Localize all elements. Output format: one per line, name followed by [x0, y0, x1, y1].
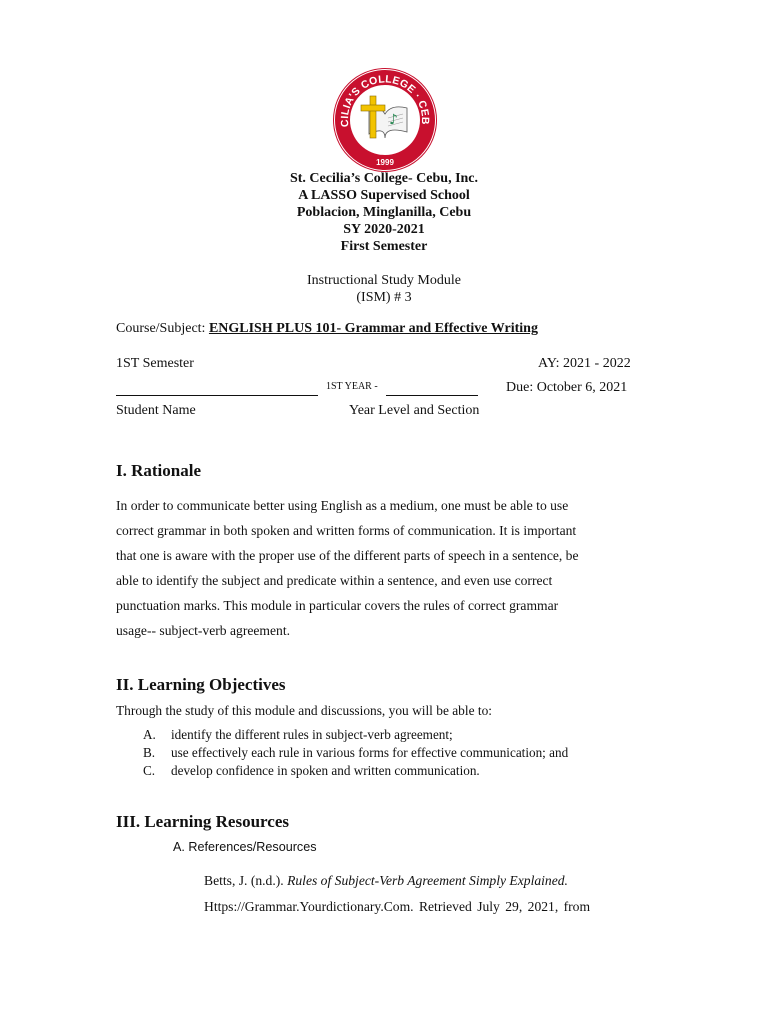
academic-year: AY: 2021 - 2022: [538, 356, 631, 371]
objective-item: [143, 762, 663, 780]
module-title: Instructional Study Module: [307, 273, 461, 288]
college-seal-logo: [331, 66, 439, 174]
student-name-label: Student Name: [116, 403, 196, 418]
objective-text: use effectively each rule in various forms for effective communication; and: [171, 745, 569, 760]
objective-letter: C.: [143, 763, 156, 778]
semester-heading: First Semester: [340, 239, 428, 254]
school-address: Poblacion, Minglanilla, Cebu: [296, 205, 472, 220]
student-name-line[interactable]: [116, 395, 318, 396]
objective-item: [143, 726, 663, 744]
semester-label: 1ST Semester: [116, 356, 194, 371]
reference-title: Rules of Subject-Verb Agreement Simply Explained.: [287, 873, 568, 888]
rationale-line: usage-- subject-verb agreement.: [116, 623, 290, 638]
cross-icon: [370, 96, 376, 138]
objective-text: develop confidence in spoken and written communication.: [171, 763, 480, 778]
section-line[interactable]: [386, 395, 478, 396]
reference-entry-line2[interactable]: Https://Grammar.Yourdictionary.Com. Retrieved July 29, 2021, from: [204, 899, 591, 914]
rationale-line: correct grammar in both spoken and written forms of communication. It is important: [116, 523, 577, 538]
due-date: Due: October 6, 2021: [506, 380, 628, 395]
school-supervision: A LASSO Supervised School: [298, 188, 470, 203]
resources-subheading: A. References/Resources: [173, 840, 317, 854]
course-subject: [116, 321, 538, 337]
year-level-section-label: Year Level and Section: [349, 403, 480, 418]
module-number: (ISM) # 3: [356, 290, 412, 305]
objective-letter: A.: [143, 727, 156, 742]
rationale-line: that one is aware with the proper use of the different parts of speech in a sentence, be: [116, 548, 579, 563]
year-level-text: 1ST YEAR -: [326, 381, 378, 392]
objective-item: [143, 744, 663, 762]
rationale-line: able to identify the subject and predicate within a sentence, and even use correct: [116, 573, 553, 588]
school-year: SY 2020-2021: [343, 222, 425, 237]
rationale-line: In order to communicate better using English as a medium, one must be able to use: [116, 498, 569, 513]
objective-letter: B.: [143, 745, 156, 760]
reference-entry-line1: [204, 873, 644, 889]
rationale-paragraph: [116, 493, 652, 643]
objectives-heading: II. Learning Objectives: [116, 675, 286, 694]
school-name: St. Cecilia’s College- Cebu, Inc.: [289, 171, 479, 186]
objectives-intro: Through the study of this module and discussions, you will be able to:: [116, 703, 493, 718]
course-value: ENGLISH PLUS 101- Grammar and Effective Writing: [208, 321, 538, 336]
seal-ring-text: CILIA'S COLLEGE · CEB: [338, 73, 432, 128]
seal-year: 1999: [376, 158, 394, 167]
rationale-heading: I. Rationale: [116, 461, 201, 480]
rationale-line: punctuation marks. This module in particular covers the rules of correct grammar: [116, 598, 559, 613]
course-label: Course/Subject:: [116, 321, 206, 336]
music-note-icon: ♪: [389, 112, 398, 128]
objective-text: identify the different rules in subject-verb agreement;: [171, 727, 453, 742]
resources-heading: III. Learning Resources: [116, 812, 289, 831]
reference-author: Betts, J. (n.d.).: [204, 873, 288, 888]
